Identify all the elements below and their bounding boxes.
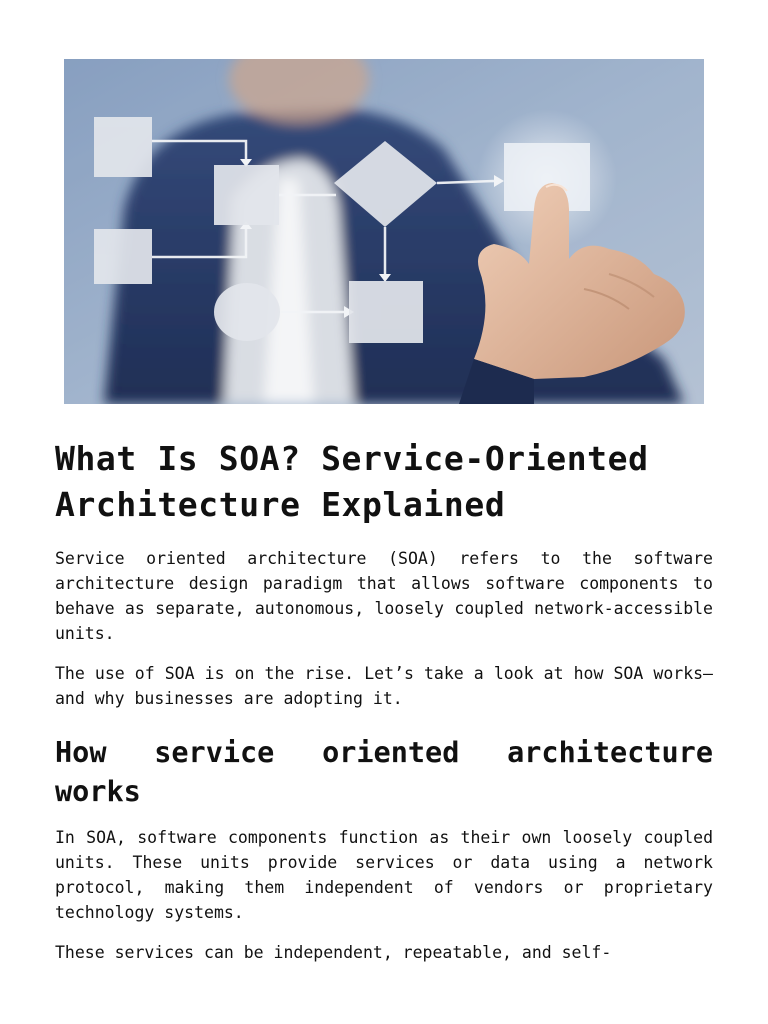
flowchart-illustration	[64, 59, 704, 404]
section-paragraph-2: These services can be independent, repeatable, and self-	[55, 943, 612, 962]
article-title: What Is SOA? Service-Oriented Architecture Explained	[55, 439, 649, 524]
section-heading: How service oriented architecture works	[55, 736, 713, 808]
section-paragraph-1: In SOA, software components function as their own loosely coupled units. These units provide services or data using a network protocol, making them independent of vendors or proprietary technology systems.	[55, 828, 713, 922]
intro-paragraph-1: Service oriented architecture (SOA) refers to the software architecture design paradigm that allows software components to behave as separate, autonomous, loosely coupled network-accessible units.	[55, 549, 713, 643]
article-body	[55, 436, 713, 980]
hero-image	[64, 59, 704, 404]
intro-paragraph-2: The use of SOA is on the rise. Let’s take a look at how SOA works—and why businesses are adopting it.	[55, 664, 713, 708]
